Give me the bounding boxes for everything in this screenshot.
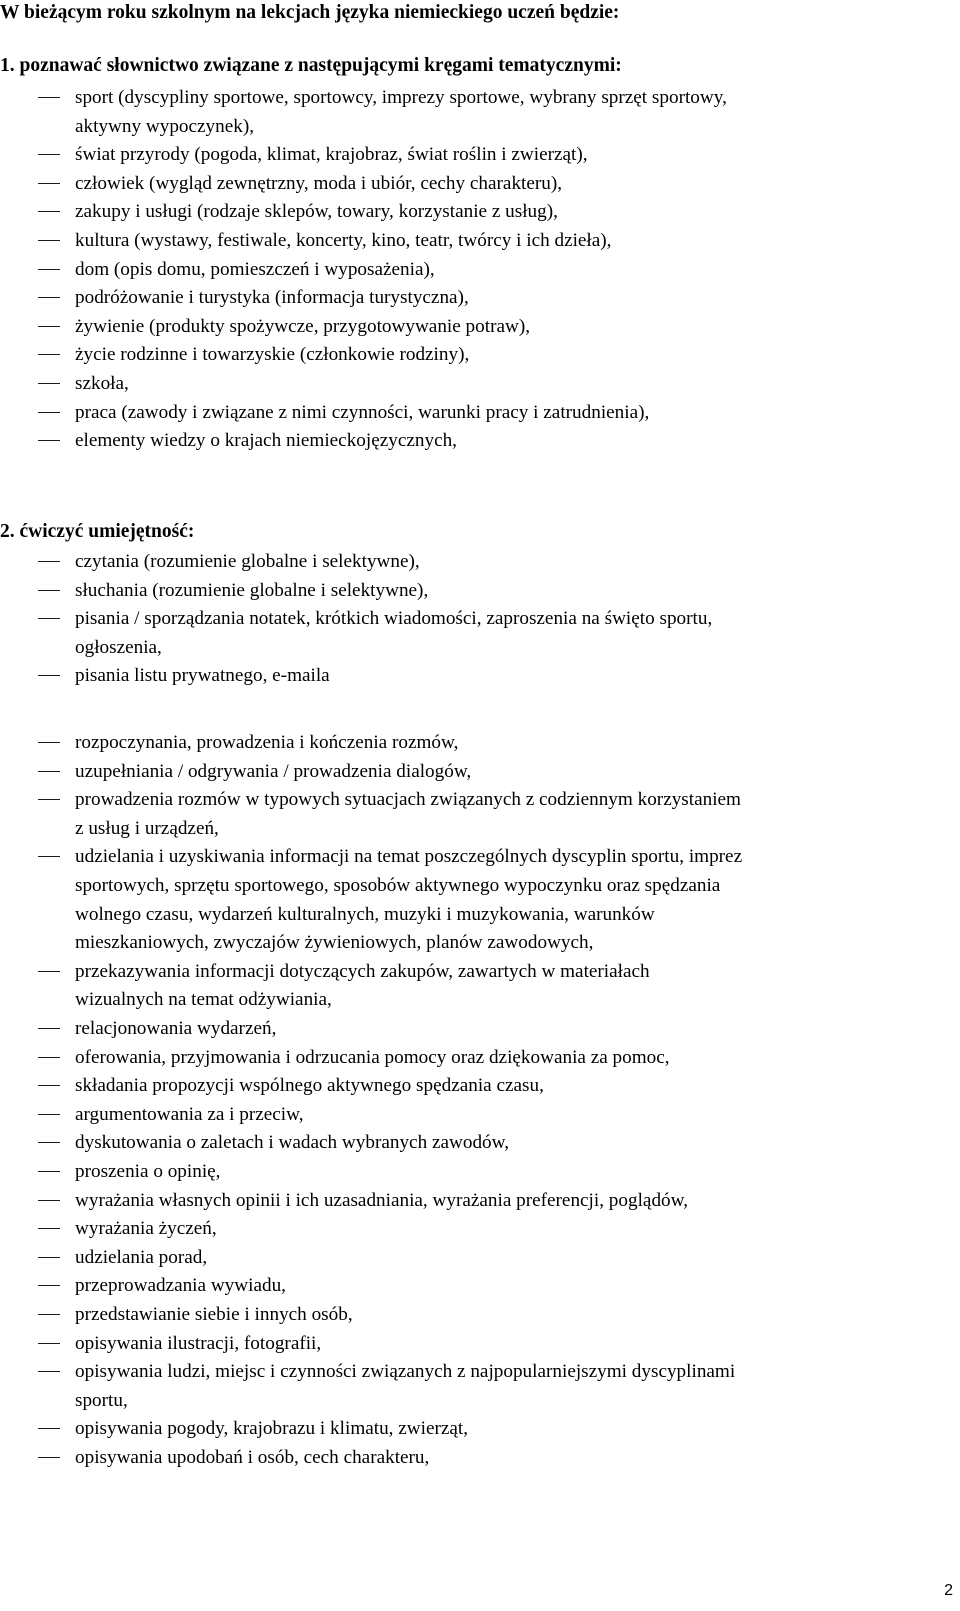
topic-list-item-text: świat przyrody (pogoda, klimat, krajobraz, świat roślin i zwierząt), [75,144,588,166]
dash-bullet-icon [38,97,60,98]
skill-list-b-item [0,1158,960,1187]
skill-list-b-item [0,1129,960,1158]
skill-list-b-item [0,958,960,1015]
dash-bullet-icon [38,1228,60,1229]
dash-bullet-icon [38,1428,60,1429]
dash-bullet-icon [38,1114,60,1115]
skill-list-b-item-text: udzielania porad, [75,1246,208,1268]
skill-list-b-item-text: oferowania, przyjmowania i odrzucania pomocy oraz dziękowania za pomoc, [75,1046,670,1068]
skill-list-b-item-text: wizualnych na temat odżywiania, [75,989,332,1011]
topic-list-item-text: sport (dyscypliny sportowe, sportowcy, imprezy sportowe, wybrany sprzęt sportowy, [75,87,727,108]
topic-list-item-text: żywienie (produkty spożywcze, przygotowywanie potraw), [75,315,531,337]
skill-list-b-item-text: argumentowania za i przeciw, [75,1103,304,1125]
skill-list-b-item [0,729,960,758]
skill-list-b-item [0,1358,960,1415]
section-1-heading: 1. poznawać słownictwo związane z następującymi kręgami tematycznymi: [0,55,622,76]
skill-list-a-item-text: ogłoszenia, [75,636,162,658]
dash-bullet-icon [38,240,60,241]
dash-bullet-icon [38,1343,60,1344]
topic-list-item-text: dom (opis domu, pomieszczeń i wyposażenia), [75,258,435,280]
skill-list-a-item [0,577,960,606]
skill-list-b-item-text: uzupełniania / odgrywania / prowadzenia dialogów, [75,760,472,782]
topic-list-item [0,284,960,313]
topic-list-item [0,399,960,428]
skill-list-b-item-text: opisywania pogody, krajobrazu i klimatu, zwierząt, [75,1418,469,1440]
skill-list-b-item-text: przekazywania informacji dotyczących zakupów, zawartych w materiałach [75,960,650,982]
skill-list-b-item-text: udzielania i uzyskiwania informacji na temat poszczególnych dyscyplin sportu, imprez [75,846,743,868]
dash-bullet-icon [38,211,60,212]
topic-list-item-text: podróżowanie i turystyka (informacja turystyczna), [75,287,469,309]
dash-bullet-icon [38,1057,60,1058]
skill-list-b-item [0,1072,960,1101]
dash-bullet-icon [38,297,60,298]
dash-bullet-icon [38,1371,60,1372]
dash-bullet-icon [38,1171,60,1172]
skill-list-b-item [0,758,960,787]
skill-list-b-item-text: opisywania ilustracji, fotografii, [75,1332,322,1354]
topic-list-item [0,313,960,342]
page-number: 2 [944,1582,953,1599]
skill-list-b-item-text: wolnego czasu, wydarzeń kulturalnych, muzyki i muzykowania, warunków [75,903,655,925]
dash-bullet-icon [38,326,60,327]
dash-bullet-icon [38,1142,60,1143]
section-2-heading: 2. ćwiczyć umiejętność: [0,521,195,542]
dash-bullet-icon [38,799,60,800]
skill-list-a-item [0,662,960,691]
dash-bullet-icon [38,561,60,562]
topic-list-item [0,370,960,399]
dash-bullet-icon [38,618,60,619]
topic-list-item [0,141,960,170]
skill-list-b-item-text: dyskutowania o zaletach i wadach wybranych zawodów, [75,1132,510,1154]
dash-bullet-icon [38,1028,60,1029]
skill-list-b-item [0,1244,960,1273]
skill-list-b-item [0,1415,960,1444]
topic-list-item-text: elementy wiedzy o krajach niemieckojęzycznych, [75,430,457,452]
skill-list-b-item-text: z usług i urządzeń, [75,817,219,839]
skill-list-b-item [0,1330,960,1359]
dash-bullet-icon [38,856,60,857]
skill-list-b-item [0,1015,960,1044]
topic-list-item-text: zakupy i usługi (rodzaje sklepów, towary, korzystanie z usług), [75,201,558,223]
dash-bullet-icon [38,742,60,743]
topic-list-item-text: człowiek (wygląd zewnętrzny, moda i ubiór, cechy charakteru), [75,172,563,194]
skill-list-b-item [0,1215,960,1244]
topic-list-item-text: aktywny wypoczynek), [75,115,255,137]
skill-list-b-item-text: składania propozycji wspólnego aktywnego spędzania czasu, [75,1075,544,1097]
skill-list-b-item [0,1444,960,1473]
topic-list-item [0,427,960,456]
topic-list-item-text: szkoła, [75,373,129,394]
dash-bullet-icon [38,675,60,676]
dash-bullet-icon [38,771,60,772]
skill-list-b-item [0,786,960,843]
topic-list-item-text: życie rodzinne i towarzyskie (członkowie rodziny), [75,344,470,366]
dash-bullet-icon [38,383,60,384]
skill-list-b-item-text: sportu, [75,1389,128,1411]
skill-list-b-item-text: opisywania upodobań i osób, cech charakteru, [75,1447,430,1468]
skill-list-a-item-text: pisania listu prywatnego, e-maila [75,665,330,687]
skill-list-b-item-text: przedstawianie siebie i innych osób, [75,1304,353,1325]
topic-list-item [0,170,960,199]
dash-bullet-icon [38,1200,60,1201]
skill-list-a-item-text: pisania / sporządzania notatek, krótkich wiadomości, zaproszenia na święto sportu, [75,608,713,630]
topic-list-item [0,341,960,370]
dash-bullet-icon [38,354,60,355]
skill-list-b-item-text: proszenia o opinię, [75,1161,221,1182]
dash-bullet-icon [38,1085,60,1086]
topic-list-item [0,227,960,256]
dash-bullet-icon [38,183,60,184]
intro-heading: W bieżącym roku szkolnym na lekcjach języka niemieckiego uczeń będzie: [0,2,620,23]
skill-list-b-item-text: wyrażania własnych opinii i ich uzasadniania, wyrażania preferencji, poglądów, [75,1189,689,1211]
skill-list-b-item-text: relacjonowania wydarzeń, [75,1018,277,1039]
skill-list-b-item-text: opisywania ludzi, miejsc i czynności związanych z najpopularniejszymi dyscyplinami [75,1361,736,1383]
skill-list-a-item-text: czytania (rozumienie globalne i selektywne), [75,551,420,572]
skill-list-b-item [0,1272,960,1301]
skill-list-a-item [0,605,960,662]
skill-list-a-item-text: słuchania (rozumienie globalne i selektywne), [75,579,429,601]
topic-list-item-text: praca (zawody i związane z nimi czynności, warunki pracy i zatrudnienia), [75,401,650,423]
topic-list-item [0,198,960,227]
topic-list-item [0,84,960,141]
topic-list-item-text: kultura (wystawy, festiwale, koncerty, kino, teatr, twórcy i ich dzieła), [75,230,612,251]
topic-list-item [0,256,960,285]
skill-list-a-item [0,548,960,577]
dash-bullet-icon [38,1457,60,1458]
skill-list-b-item [0,1101,960,1130]
dash-bullet-icon [38,440,60,441]
dash-bullet-icon [38,1257,60,1258]
dash-bullet-icon [38,412,60,413]
dash-bullet-icon [38,971,60,972]
dash-bullet-icon [38,269,60,270]
skill-list-b-item-text: sportowych, sprzętu sportowego, sposobów aktywnego wypoczynku oraz spędzania [75,874,721,896]
skill-list-b-item [0,843,960,957]
skill-list-b-item [0,1044,960,1073]
dash-bullet-icon [38,1314,60,1315]
skill-list-b-item [0,1187,960,1216]
dash-bullet-icon [38,1285,60,1286]
skill-list-b-item-text: mieszkaniowych, zwyczajów żywieniowych, planów zawodowych, [75,932,594,954]
skill-list-b-item-text: wyrażania życzeń, [75,1218,217,1240]
skill-list-b-item [0,1301,960,1330]
dash-bullet-icon [38,154,60,155]
skill-list-b-item-text: rozpoczynania, prowadzenia i kończenia rozmów, [75,732,459,753]
skill-list-b-item-text: przeprowadzania wywiadu, [75,1275,286,1297]
dash-bullet-icon [38,590,60,591]
skill-list-b-item-text: prowadzenia rozmów w typowych sytuacjach związanych z codziennym korzystaniem [75,789,741,811]
